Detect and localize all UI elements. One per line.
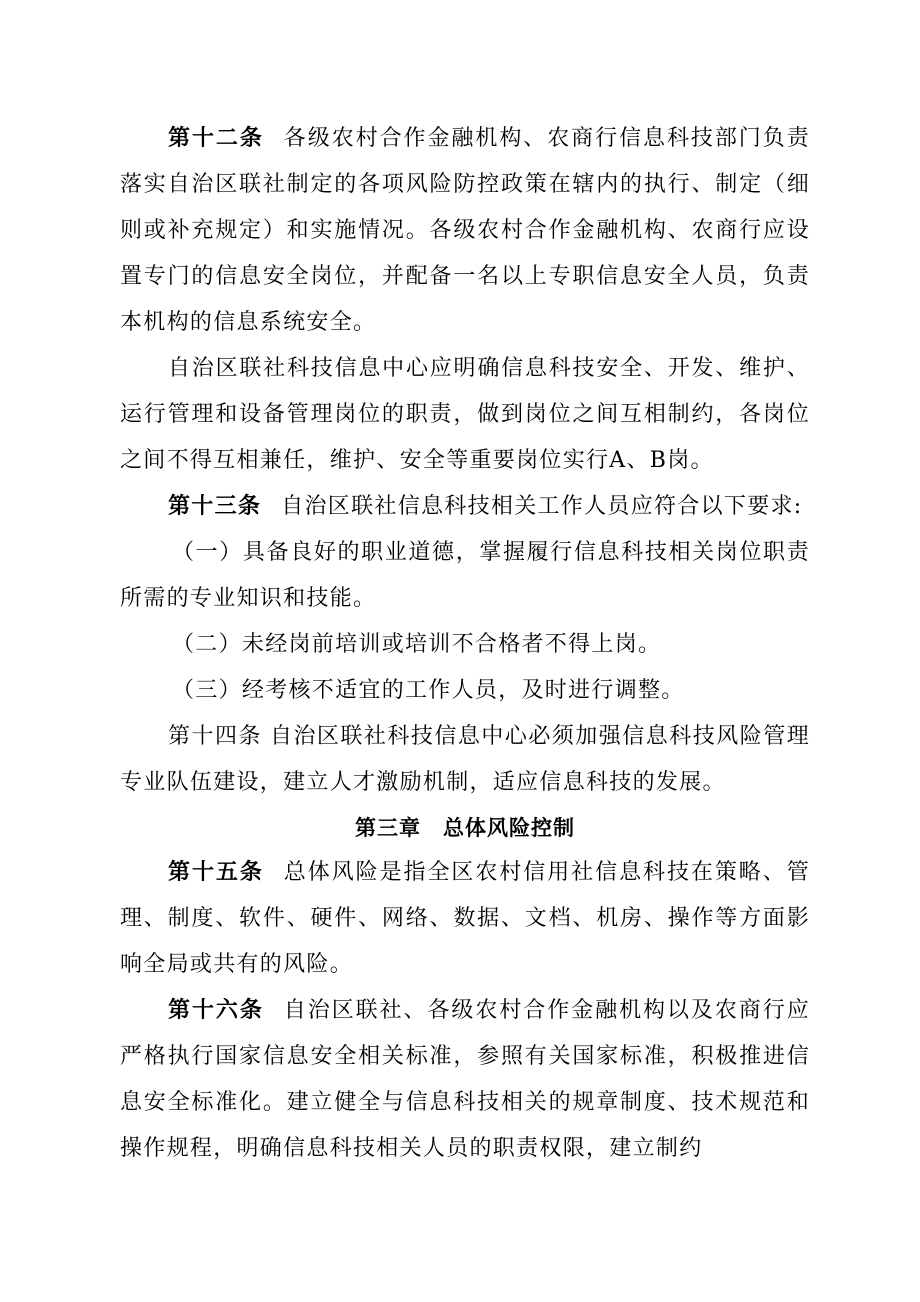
document-body (120, 116, 810, 1172)
article-14-paragraph (120, 714, 810, 806)
chapter-3-title: 第三章 总体风险控制 (355, 816, 575, 840)
article-15-paragraph (120, 850, 810, 988)
article-13-number: 第十三条 (168, 494, 262, 519)
article-15-text: 总体风险是指全区农村信用社信息科技在策略、管理、制度、软件、硬件、网络、数据、文档、机房、操作等方面影响全局或共有的风险。 (120, 860, 810, 977)
article-16-number: 第十六条 (168, 998, 264, 1023)
article-13-item-1: （一）具备良好的职业道德，掌握履行信息科技相关岗位职责所需的专业知识和技能。 (120, 540, 810, 611)
article-14-text: 自治区联社科技信息中心必须加强信息科技风险管理专业队伍建设，建立人才激励机制，适应信息科技的发展。 (120, 724, 810, 795)
article-13-text: 自治区联社信息科技相关工作人员应符合以下要求: (281, 494, 803, 519)
article-14-number: 第十四条 (168, 724, 262, 749)
article-13-item-3: （三）经考核不适宜的工作人员，及时进行调整。 (172, 678, 685, 703)
article-13-paragraph (120, 484, 810, 530)
article-15-number: 第十五条 (168, 860, 264, 885)
article-12-paragraph-2: 自治区联社科技信息中心应明确信息科技安全、开发、维护、运行管理和设备管理岗位的职责，做到岗位之间互相制约，各岗位之间不得互相兼任，维护、安全等重要岗位实行A、B岗。 (120, 356, 810, 473)
article-16-text: 自治区联社、各级农村合作金融机构以及农商行应严格执行国家信息安全相关标准，参照有关国家标准，积极推进信息安全标准化。建立健全与信息科技相关的规章制度、技术规范和操作规程，明确信息科技相关人员的职责权限，建立制约 (120, 998, 810, 1161)
article-13-item-2: （二）未经岗前培训或培训不合格者不得上岗。 (172, 632, 662, 657)
article-12-text: 各级农村合作金融机构、农商行信息科技部门负责落实自治区联社制定的各项风险防控政策在辖内的执行、制定（细则或补充规定）和实施情况。各级农村合作金融机构、农商行应设置专门的信息安全岗位，并配备一名以上专职信息安全人员，负责本机构的信息系统安全。 (120, 126, 810, 335)
article-12-number: 第十二条 (168, 126, 264, 151)
article-16-paragraph (120, 988, 810, 1172)
article-12-paragraph (120, 116, 810, 346)
